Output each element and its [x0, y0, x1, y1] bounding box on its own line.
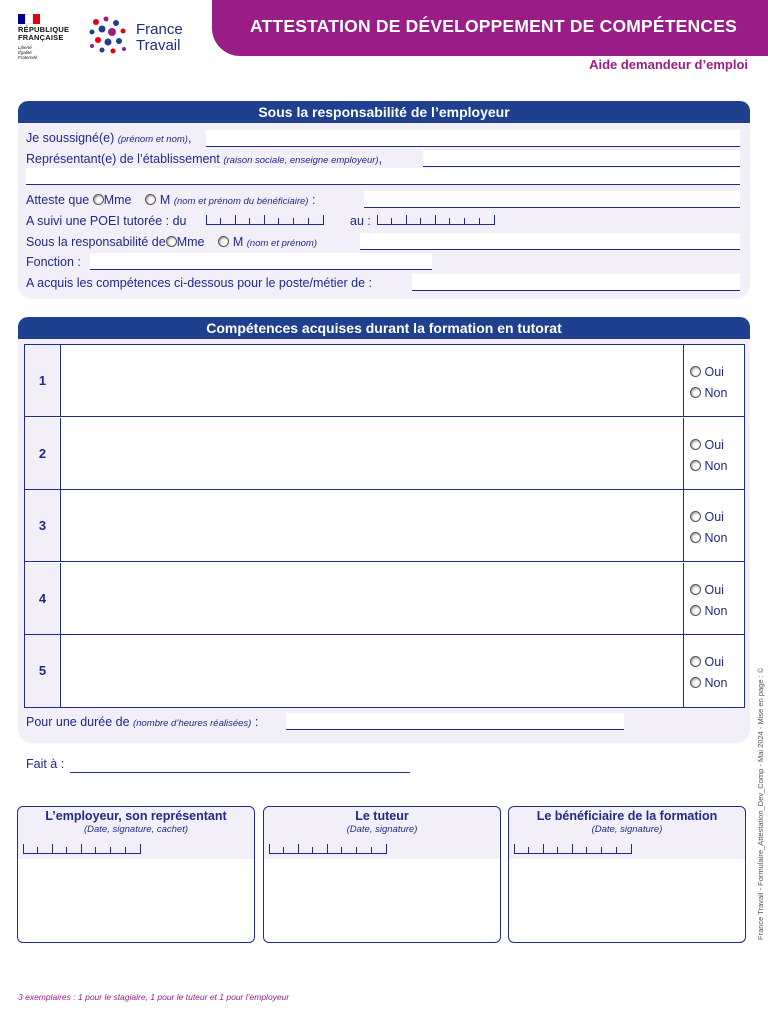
competence-yes-label: Oui: [704, 510, 724, 525]
fait-a-field[interactable]: [70, 756, 410, 773]
competence-text-field[interactable]: [62, 490, 682, 561]
resp-m-radio[interactable]: [218, 236, 229, 247]
motto-line-1: Liberté: [18, 45, 32, 50]
representant-field-line-2[interactable]: [26, 168, 740, 185]
competence-choice: [683, 635, 744, 707]
signature-title: Le tuteur: [355, 809, 409, 823]
competence-no-label: Non: [704, 603, 728, 618]
competence-text-field[interactable]: [62, 418, 682, 489]
competence-text-field[interactable]: [62, 345, 682, 416]
soussigne-row: [26, 131, 191, 145]
poei-row: [26, 214, 187, 228]
competence-row: [25, 345, 744, 417]
competence-row: [25, 563, 744, 635]
competence-text-field[interactable]: [62, 635, 682, 707]
atteste-row: [26, 193, 315, 207]
signature-box-employeur[interactable]: [17, 806, 255, 943]
republique-line-2: FRANÇAISE: [18, 33, 64, 42]
responsabilite-row: [26, 235, 317, 249]
brand-line-2: Travail: [136, 37, 181, 54]
signature-title: L’employeur, son représentant: [45, 809, 227, 823]
duree-field[interactable]: [286, 713, 624, 730]
competences-section-heading: Compétences acquises durant la formation en tutorat: [18, 317, 750, 339]
fonction-field[interactable]: [90, 253, 432, 270]
competence-yes-label: Oui: [704, 582, 724, 597]
signature-date-field[interactable]: [514, 844, 632, 854]
resp-m-label: M: [232, 235, 244, 249]
republique-francaise-logo: [18, 14, 78, 60]
atteste-hint: (nom et prénom du bénéficiaire): [173, 196, 309, 207]
brand-name: [136, 22, 183, 54]
representant-field[interactable]: [423, 150, 740, 167]
signature-box-tuteur[interactable]: [263, 806, 501, 943]
france-travail-dots-icon: [86, 14, 132, 60]
employer-section: [18, 101, 750, 299]
republique-line-1: RÉPUBLIQUE: [18, 25, 70, 34]
employer-section-heading: Sous la responsabilité de l’employeur: [18, 101, 750, 123]
tuteur-name-field[interactable]: [360, 233, 740, 250]
beneficiaire-field[interactable]: [364, 191, 740, 208]
competence-number: 2: [25, 418, 61, 489]
competence-choice: [683, 490, 744, 561]
atteste-suffix: :: [311, 193, 316, 207]
motto-line-3: Fraternité: [18, 55, 38, 60]
representant-suffix: ,: [378, 152, 383, 166]
competence-yes-radio[interactable]: [690, 366, 701, 377]
soussigne-field[interactable]: [206, 130, 740, 147]
atteste-m-label: M: [159, 193, 171, 207]
fonction-label: Fonction :: [26, 255, 81, 269]
competence-no-label: Non: [704, 458, 728, 473]
france-travail-logo: [86, 14, 196, 62]
duree-suffix: :: [254, 715, 259, 729]
competence-no-radio[interactable]: [690, 460, 701, 471]
competence-no-label: Non: [704, 531, 728, 546]
signature-hint: (Date, signature): [591, 824, 663, 835]
competence-number: 4: [25, 563, 61, 634]
atteste-m-radio[interactable]: [145, 194, 156, 205]
representant-hint: (raison sociale, enseigne employeur): [223, 155, 379, 166]
representant-row: [26, 152, 382, 166]
competence-no-radio[interactable]: [690, 532, 701, 543]
duree-label: Pour une durée de: [26, 715, 130, 729]
resp-mme-label: Mme: [176, 235, 205, 249]
poei-end-date-field[interactable]: [377, 215, 495, 225]
document-title: ATTESTATION DE DÉVELOPPEMENT DE COMPÉTENCES: [250, 16, 737, 36]
competence-choice: [683, 563, 744, 634]
competence-no-radio[interactable]: [690, 387, 701, 398]
competence-no-label: Non: [704, 676, 728, 691]
atteste-mme-radio[interactable]: [93, 194, 104, 205]
side-credit: France Travail - Formulaire_Attestation_Dev_Comp - Mai 2024 - Mise en page : ©: [756, 667, 765, 940]
competence-choice: [683, 418, 744, 489]
competence-number: 5: [25, 635, 61, 707]
signature-hint: (Date, signature, cachet): [83, 824, 189, 835]
soussigne-suffix: ,: [187, 131, 192, 145]
footer-note: 3 exemplaires : 1 pour le stagiaire, 1 pour le tuteur et 1 pour l’employeur: [18, 992, 290, 1002]
duree-row: [26, 715, 258, 729]
soussigne-label: Je soussigné(e): [26, 131, 115, 145]
poei-au-label: au :: [350, 214, 371, 228]
competence-row: [25, 418, 744, 490]
competence-yes-label: Oui: [704, 365, 724, 379]
signature-title: Le bénéficiaire de la formation: [536, 809, 718, 823]
competence-number: 3: [25, 490, 61, 561]
competence-choice: [683, 345, 744, 416]
signature-date-field[interactable]: [269, 844, 387, 854]
resp-hint: (nom et prénom): [246, 238, 317, 249]
brand-line-1: France: [136, 21, 183, 38]
signature-hint: (Date, signature): [346, 824, 418, 835]
resp-mme-radio[interactable]: [166, 236, 177, 247]
atteste-mme-label: Mme: [103, 193, 132, 207]
competence-yes-label: Oui: [704, 437, 724, 452]
poei-start-date-field[interactable]: [206, 215, 324, 225]
duree-hint: (nombre d’heures réalisées): [133, 718, 252, 729]
soussigne-hint: (prénom et nom): [117, 134, 188, 145]
competence-yes-radio[interactable]: [690, 584, 701, 595]
competence-no-label: Non: [704, 386, 728, 400]
atteste-label: Atteste que: [26, 193, 90, 207]
motto-line-2: Égalité: [18, 50, 32, 55]
responsabilite-label: Sous la responsabilité de: [26, 235, 166, 249]
competence-row: [25, 490, 744, 562]
competence-yes-radio[interactable]: [690, 439, 701, 450]
representant-label: Représentant(e) de l’établissement: [26, 152, 220, 166]
signature-box-beneficiaire[interactable]: [508, 806, 746, 943]
competence-number: 1: [25, 345, 61, 416]
competence-yes-radio[interactable]: [690, 511, 701, 522]
acquis-label: A acquis les compétences ci-dessous pour le poste/métier de :: [26, 276, 373, 290]
competence-row: [25, 635, 744, 707]
competence-yes-label: Oui: [704, 655, 724, 670]
competence-text-field[interactable]: [62, 563, 682, 634]
competences-table: [24, 344, 745, 708]
competence-no-radio[interactable]: [690, 605, 701, 616]
competence-yes-radio[interactable]: [690, 656, 701, 667]
signature-date-field[interactable]: [23, 844, 141, 854]
document-subtitle: Aide demandeur d’emploi: [589, 57, 748, 72]
competence-no-radio[interactable]: [690, 677, 701, 688]
poste-metier-field[interactable]: [412, 274, 740, 291]
french-flag-icon: [18, 14, 40, 24]
fait-a-label: Fait à :: [26, 757, 65, 771]
poei-label: A suivi une POEI tutorée : du: [26, 214, 187, 228]
